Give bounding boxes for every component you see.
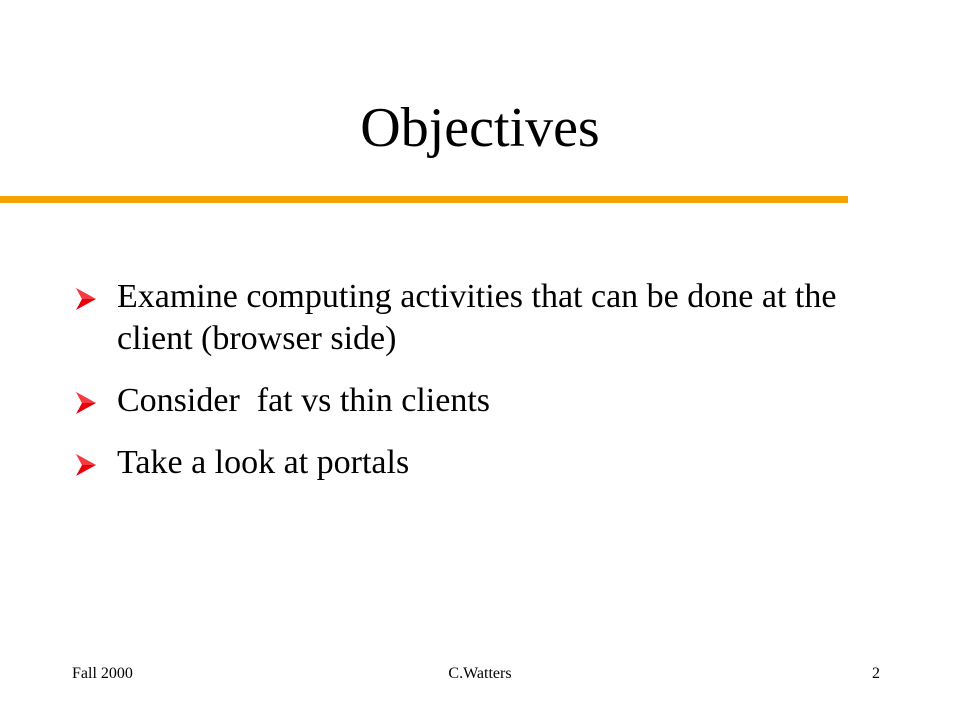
bullet-list: [72, 276, 872, 504]
bullet-item: [72, 380, 872, 422]
bullet-text: Consider fat vs thin clients: [117, 382, 491, 419]
bullet-item: [72, 442, 872, 484]
arrowhead-bullet-icon: [76, 454, 96, 476]
footer-page-number: 2: [872, 665, 880, 682]
bullet-text: Examine computing activities that can be done at the client (browser side): [117, 278, 837, 357]
bullet-item: [72, 276, 872, 360]
slide-title: Objectives: [360, 97, 600, 159]
title-underline-rule: [0, 196, 848, 203]
bullet-text: Take a look at portals: [117, 444, 410, 481]
footer-date: Fall 2000: [72, 665, 133, 682]
footer-author: C.Watters: [448, 665, 512, 682]
arrowhead-bullet-icon: [76, 288, 96, 310]
arrowhead-bullet-icon: [76, 392, 96, 414]
